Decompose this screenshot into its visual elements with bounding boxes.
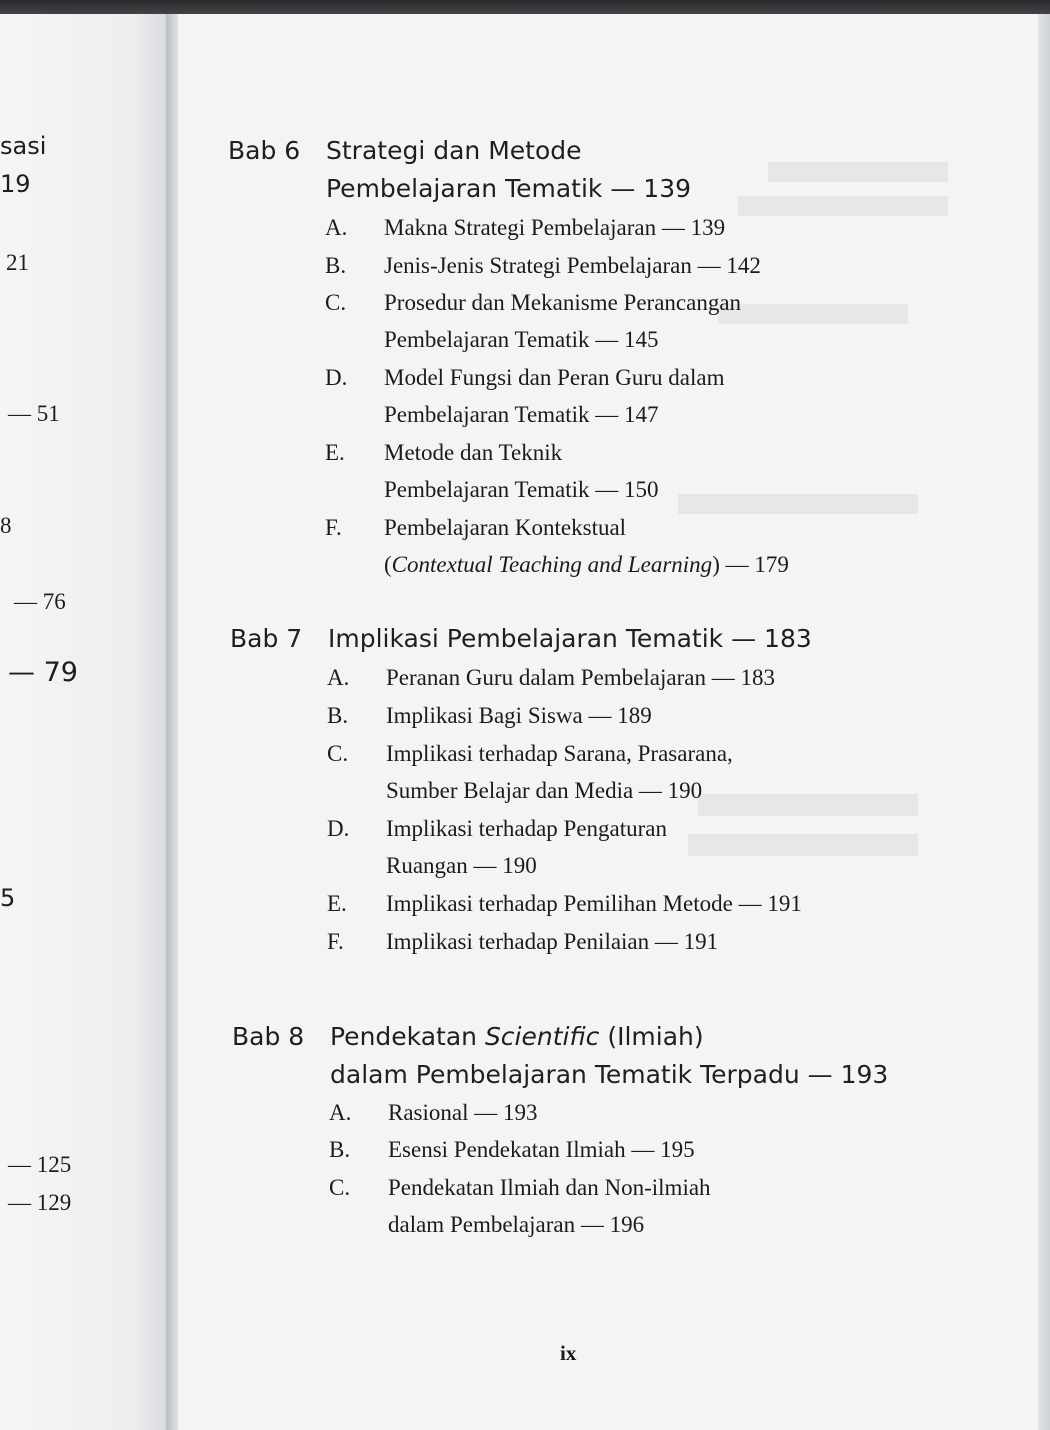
entry-text: Rasional — 193	[388, 1100, 538, 1125]
page-edge-strip	[1038, 14, 1050, 1430]
entry-text: Implikasi terhadap Penilaian — 191	[386, 929, 719, 954]
left-facing-page	[0, 14, 168, 1430]
entry-text: Sumber Belajar dan Media — 190	[386, 778, 703, 803]
left-fragment: — 79	[8, 657, 78, 688]
entry-text: Ruangan — 190	[386, 853, 537, 878]
entry-text: Implikasi Bagi Siswa — 189	[386, 703, 652, 728]
entry-italic: Contextual Teaching and Learning	[391, 552, 713, 577]
left-fragment: 8	[0, 513, 12, 538]
chapter-label: Bab 8	[232, 1022, 305, 1051]
entry-letter: F.	[327, 929, 344, 954]
entry-suffix: ) — 179	[712, 552, 789, 577]
entry-letter: A.	[325, 215, 348, 240]
entry-letter: E.	[327, 891, 347, 916]
entry-text: Model Fungsi dan Peran Guru dalam	[384, 365, 725, 390]
entry-letter: B.	[327, 703, 349, 728]
entry-letter: C.	[329, 1175, 351, 1200]
left-fragment: — 125	[8, 1152, 72, 1177]
entry-letter: B.	[329, 1137, 351, 1162]
left-fragment: — 129	[8, 1190, 72, 1215]
entry-text: Jenis-Jenis Strategi Pembelajaran — 142	[384, 253, 761, 278]
entry-text: Implikasi terhadap Pemilihan Metode — 191	[386, 891, 802, 916]
entry-text: Makna Strategi Pembelajaran — 139	[384, 215, 726, 240]
entry-text: dalam Pembelajaran — 196	[388, 1212, 645, 1237]
left-fragment: 21	[6, 250, 29, 275]
entry-text: Pembelajaran Tematik — 147	[384, 402, 659, 427]
entry-letter: D.	[325, 365, 348, 390]
entry-text: Prosedur dan Mekanisme Perancangan	[384, 290, 742, 315]
chapter-title: Pembelajaran Tematik — 139	[326, 174, 692, 203]
chapter-title: Strategi dan Metode	[326, 136, 582, 165]
entry-letter: C.	[327, 741, 349, 766]
chapter-title-italic: Scientific	[484, 1022, 600, 1051]
entry-letter: E.	[325, 440, 345, 465]
entry-letter: F.	[325, 515, 342, 540]
entry-letter: D.	[327, 816, 350, 841]
chapter-title: Pendekatan Scientific (Ilmiah)	[330, 1022, 704, 1051]
chapter-label: Bab 7	[230, 624, 303, 653]
left-fragment: sasi	[0, 132, 47, 160]
chapter-title: Implikasi Pembelajaran Tematik — 183	[328, 624, 812, 653]
entry-text: Metode dan Teknik	[384, 440, 563, 465]
entry-text: Implikasi terhadap Pengaturan	[386, 816, 668, 841]
page-number: ix	[560, 1341, 577, 1365]
chapter-label: Bab 6	[228, 136, 301, 165]
entry-letter: A.	[327, 665, 350, 690]
entry-text: Pembelajaran Tematik — 145	[384, 327, 659, 352]
entry-letter: A.	[329, 1100, 352, 1125]
left-fragment: 19	[0, 170, 31, 198]
chapter-title: dalam Pembelajaran Tematik Terpadu — 193	[330, 1060, 889, 1089]
entry-text: (Contextual Teaching and Learning) — 179	[384, 552, 789, 577]
toc-page	[178, 14, 1038, 1430]
entry-text: Pembelajaran Tematik — 150	[384, 477, 659, 502]
left-fragment: — 76	[14, 589, 66, 614]
entry-text: Pembelajaran Kontekstual	[384, 515, 627, 540]
left-fragment: — 51	[8, 401, 60, 426]
entry-text: Peranan Guru dalam Pembelajaran — 183	[386, 665, 775, 690]
entry-letter: C.	[325, 290, 347, 315]
entry-text: Esensi Pendekatan Ilmiah — 195	[388, 1137, 695, 1162]
entry-letter: B.	[325, 253, 347, 278]
entry-text: Implikasi terhadap Sarana, Prasarana,	[386, 741, 733, 766]
left-fragment: 5	[0, 884, 16, 912]
entry-text: Pendekatan Ilmiah dan Non-ilmiah	[388, 1175, 711, 1200]
